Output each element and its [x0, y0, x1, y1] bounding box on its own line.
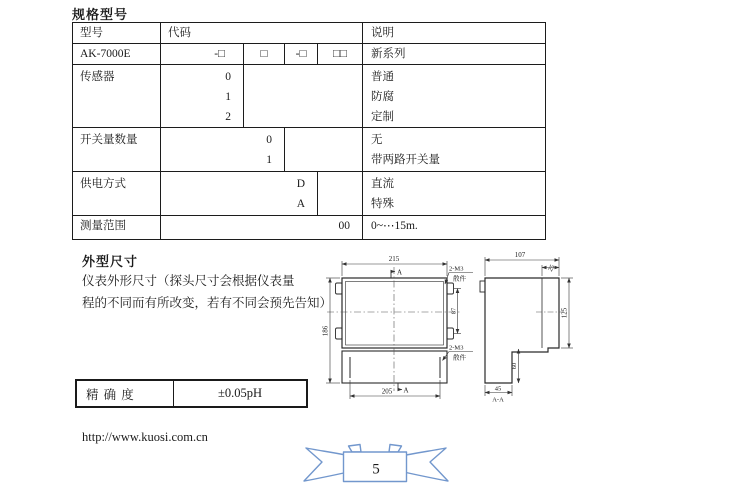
- switch-desc-cell: 无 带两路开关量: [363, 128, 546, 172]
- switch-label-cell: 开关量数量: [73, 128, 161, 172]
- sensor-row: [73, 65, 546, 128]
- range-desc-cell: 0~⋯15m.: [363, 216, 546, 240]
- dim-side-height: 125: [560, 307, 569, 319]
- sensor-empty-cell: [244, 65, 363, 128]
- outline-note-line2: 程的不同而有所改变，若有不同会预先告知）: [82, 296, 333, 310]
- dim-front-height: 186: [321, 325, 330, 337]
- front-lower-cover: [342, 351, 447, 383]
- power-label-cell: 供电方式: [73, 172, 161, 216]
- dimension-drawing: [318, 246, 588, 414]
- screw-note-top-line1: 2-M3: [449, 265, 464, 273]
- header-desc: 说明: [363, 23, 546, 44]
- code-box-1: -□: [161, 44, 244, 65]
- ribbon-fold-right: [389, 445, 402, 453]
- dim-bottom-width: 205: [381, 387, 393, 396]
- sensor-desc-cell: 普通 防腐 定制: [363, 65, 546, 128]
- page-number-ribbon: [296, 441, 456, 493]
- ribbon-left-tail: [304, 448, 346, 481]
- spec-header-row: [73, 23, 546, 44]
- accuracy-table: [75, 379, 308, 408]
- dim-front-width: 215: [388, 255, 400, 263]
- sensor-codes-cell: 0 1 2: [161, 65, 244, 128]
- screw-note-top-line2: 散件: [453, 275, 466, 283]
- model-name-cell: AK-7000E: [73, 44, 161, 65]
- section-letter-bottom: A: [403, 386, 409, 395]
- dim-lip-depth: 45: [494, 385, 502, 393]
- code-box-2: □: [244, 44, 285, 65]
- outline-section-title: 外型尺寸: [82, 254, 139, 269]
- sensor-label-cell: 传感器: [73, 65, 161, 128]
- spec-table: [72, 22, 546, 240]
- power-codes-cell: D A: [161, 172, 318, 216]
- page-number: 5: [372, 461, 380, 478]
- power-empty-cell: [318, 172, 363, 216]
- dim-cover-depth: 25: [547, 263, 557, 273]
- accuracy-label: 精 确 度: [76, 380, 174, 407]
- section-letter-top: A: [397, 268, 403, 277]
- header-code: 代码: [161, 23, 363, 44]
- section-label: A-A: [492, 396, 504, 404]
- model-desc-cell: 新系列: [363, 44, 546, 65]
- front-body-outline: [342, 278, 447, 348]
- code-box-3: -□: [285, 44, 318, 65]
- switch-codes-cell: 0 1: [161, 128, 285, 172]
- dim-hole-pitch: 87: [450, 307, 458, 315]
- side-view: [480, 278, 564, 383]
- front-view: [327, 265, 464, 391]
- screw-note-bottom-line2: 散件: [453, 354, 466, 362]
- ribbon-right-tail: [406, 448, 448, 481]
- power-desc-cell: 直流 特殊: [363, 172, 546, 216]
- power-row: [73, 172, 546, 216]
- model-row: [73, 44, 546, 65]
- outline-note-line1: 仪表外形尺寸（探头尺寸会根据仪表量: [82, 274, 295, 288]
- header-model: 型号: [73, 23, 161, 44]
- dim-lip-height: 60: [511, 362, 518, 370]
- switch-empty-cell: [285, 128, 363, 172]
- range-row: [73, 216, 546, 240]
- side-profile-outline: [485, 278, 559, 383]
- ribbon-fold-left: [349, 445, 362, 453]
- accuracy-row: [76, 380, 307, 407]
- screw-note-bottom-line1: 2-M3: [449, 344, 464, 352]
- spec-section-title: 规格型号: [72, 7, 129, 22]
- accuracy-value: ±0.05pH: [174, 380, 308, 407]
- range-code-cell: 00: [161, 216, 363, 240]
- switch-row: [73, 128, 546, 172]
- range-label-cell: 测量范围: [73, 216, 161, 240]
- website-url: http://www.kuosi.com.cn: [82, 430, 208, 444]
- dim-side-depth: 107: [514, 251, 526, 259]
- code-box-4: □□: [318, 44, 363, 65]
